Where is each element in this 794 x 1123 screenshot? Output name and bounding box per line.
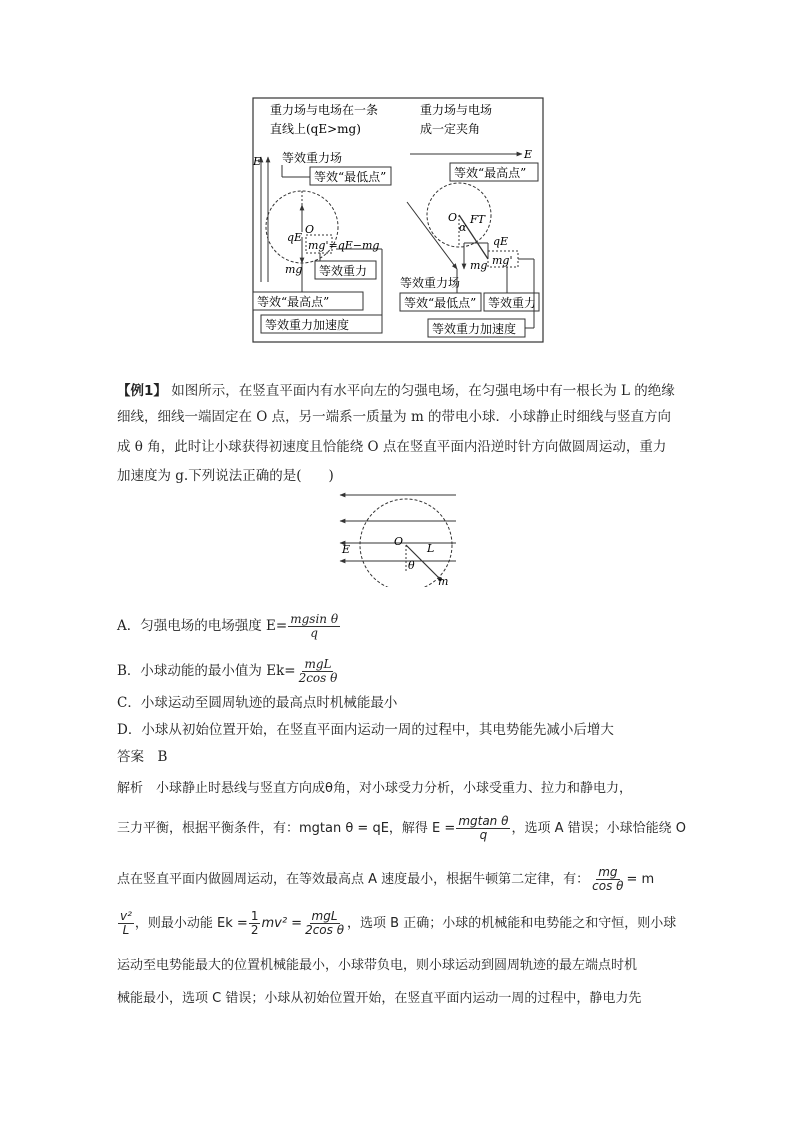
- left-E-label: E: [253, 155, 262, 168]
- right-E-label: E: [524, 148, 533, 161]
- example-line-4: 加速度为 g.下列说法正确的是( ): [117, 468, 334, 484]
- left-lowest-point-label: 等效“最低点”: [314, 170, 387, 184]
- left-highest-point-label: 等效“最高点”: [257, 295, 330, 309]
- analysis-line-2: 三力平衡，根据平衡条件，有：mgtan θ = qE，解得 E = $\frac{\text{mgtan θ}}{q}$ ，选项 A 错误；小球恰能绕 O: [117, 814, 686, 842]
- example-tag: 【例1】: [117, 383, 167, 399]
- option-A: A．匀强电场的电场强度 E= $\frac{\text{mgsin θ}}{q}$: [117, 612, 339, 640]
- example-line-2: 细线，细线一端固定在 O 点，另一端系一质量为 m 的带电小球．小球静止时细线与竖直方向: [117, 409, 672, 425]
- L-label: L: [427, 542, 435, 555]
- answer-label: 答案: [117, 749, 144, 765]
- left-O-label: O: [305, 223, 315, 236]
- analysis-line-5: 运动至电势能最大的位置机械能最小，小球带负电，则小球运动到圆周轨迹的最左端点时机: [117, 958, 638, 973]
- right-FT-label: FT: [470, 213, 485, 226]
- left-mg-equiv-formula: mg'=qE−mg: [308, 239, 380, 252]
- right-header-line2: 成一定夹角: [420, 122, 481, 136]
- electric-field-circle-figure: [334, 487, 464, 587]
- right-qE-label: qE: [493, 235, 509, 248]
- right-accel-label: 等效重力加速度: [432, 322, 517, 336]
- m-label: m: [438, 575, 449, 587]
- example-line-1: [117, 381, 675, 401]
- equivalent-gravity-figure: [252, 97, 544, 343]
- analysis-line-1: 解析 小球静止时悬线与竖直方向成θ角，对小球受力分析，小球受重力、拉力和静电力，: [117, 781, 632, 796]
- option-D: D．小球从初始位置开始，在竖直平面内运动一周的过程中，其电势能先减小后增大: [117, 722, 614, 738]
- left-mg-label: mg: [285, 263, 303, 276]
- option-B: B．小球动能的最小值为 Ek= $\frac{\text{mgL}}{\text{2cos θ}}$: [117, 657, 338, 685]
- example-line-3: 成 θ 角，此时让小球获得初速度且恰能绕 O 点在竖直平面内沿逆时针方向做圆周运动，重力: [117, 439, 667, 455]
- right-header-line1: 重力场与电场: [420, 103, 493, 117]
- right-equiv-field-label: 等效重力场: [400, 276, 461, 290]
- left-accel-label: 等效重力加速度: [265, 318, 350, 332]
- right-equiv-gravity-label: 等效重力: [488, 296, 537, 310]
- left-equiv-field-label: 等效重力场: [282, 151, 343, 165]
- E-label: E: [342, 543, 351, 556]
- option-C: C．小球运动至圆周轨迹的最高点时机械能最小: [117, 695, 398, 711]
- right-alpha-label: α: [459, 221, 467, 234]
- analysis-line-4: $\frac{\text{v²}}{L}$ ，则最小动能 Ek = $\frac{1}{2}$ mv² = $\frac{\text{mgL}}{\text{2cos θ}}$ ，选项 B 正确；小球的机械能和电势能之和守恒，则小球: [120, 909, 677, 937]
- answer-value: B: [157, 749, 168, 765]
- right-mg-label: mg: [470, 259, 488, 272]
- theta-label: θ: [408, 559, 415, 572]
- right-highest-point-label: 等效“最高点”: [454, 166, 527, 180]
- O-label: O: [394, 535, 404, 548]
- left-qE-label: qE: [287, 231, 303, 244]
- analysis-line-3: 点在竖直平面内做圆周运动，在等效最高点 A 速度最小，根据牛顿第二定律，有： $\frac{mg}{\text{cos θ}}$ = m: [117, 865, 655, 893]
- left-header-line2: 直线上(qE>mg): [270, 122, 361, 136]
- right-mg-prime-label: mg': [492, 254, 513, 267]
- right-lowest-point-label: 等效“最低点”: [404, 296, 477, 310]
- right-O-label: O: [448, 211, 458, 224]
- example-text-1: 如图所示，在竖直平面内有水平向左的匀强电场，在匀强电场中有一根长为 L 的绝缘: [171, 383, 675, 399]
- left-header-line1: 重力场与电场在一条: [270, 103, 379, 117]
- answer-line: [117, 747, 167, 767]
- analysis-line-6: 械能最小，选项 C 错误；小球从初始位置开始，在竖直平面内运动一周的过程中，静电力先: [117, 991, 642, 1006]
- left-equiv-gravity-label: 等效重力: [319, 264, 368, 278]
